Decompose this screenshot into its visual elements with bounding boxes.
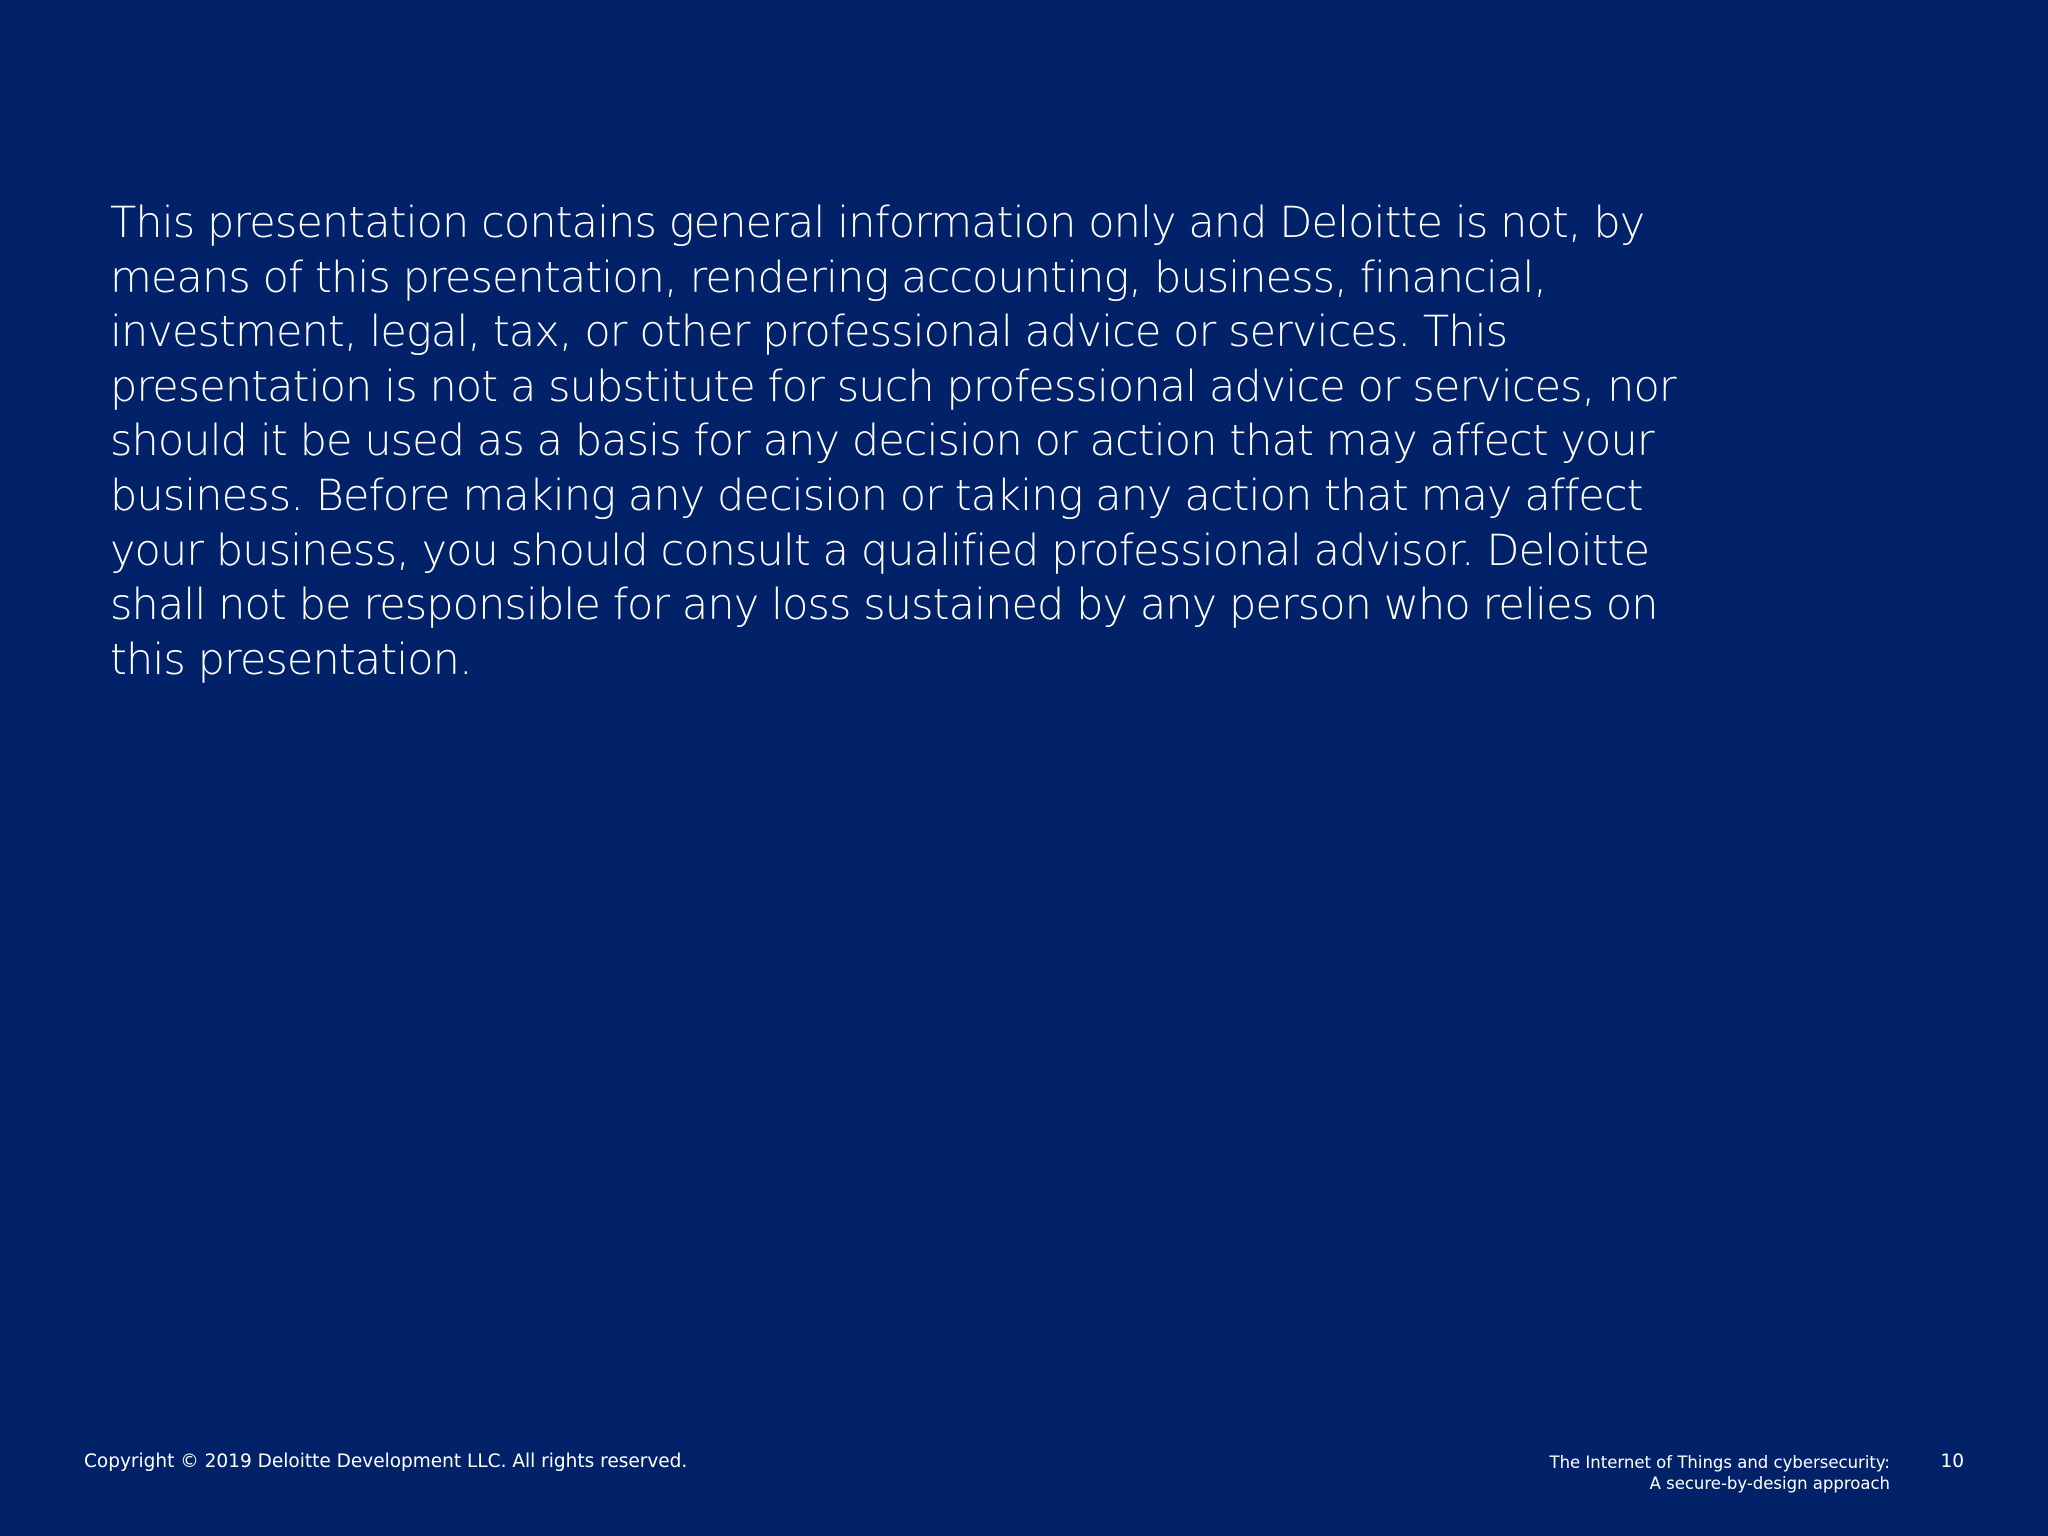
- footer-title-line2: A secure-by-design approach: [1649, 1474, 1890, 1493]
- footer-title-line1: The Internet of Things and cybersecurity:: [1549, 1453, 1890, 1472]
- page-number: 10: [1940, 1451, 1964, 1472]
- footer-presentation-title: [1549, 1452, 1890, 1494]
- disclaimer-text: This presentation contains general information only and Deloitte is not, by means of this presentation, rendering accounting, business, financial, investment, legal, tax, or other professional advice or services. This presentation is not a substitute for such professional advice or services, nor should it be used as a basis for any decision or action that may affect your business. Before making any decision or taking any action that may affect your business, you should consult a qualified professional advisor. Deloitte shall not be responsible for any loss sustained by any person who relies on this presentation.: [110, 198, 1676, 685]
- footer-copyright: Copyright © 2019 Deloitte Development LLC. All rights reserved.: [84, 1451, 688, 1472]
